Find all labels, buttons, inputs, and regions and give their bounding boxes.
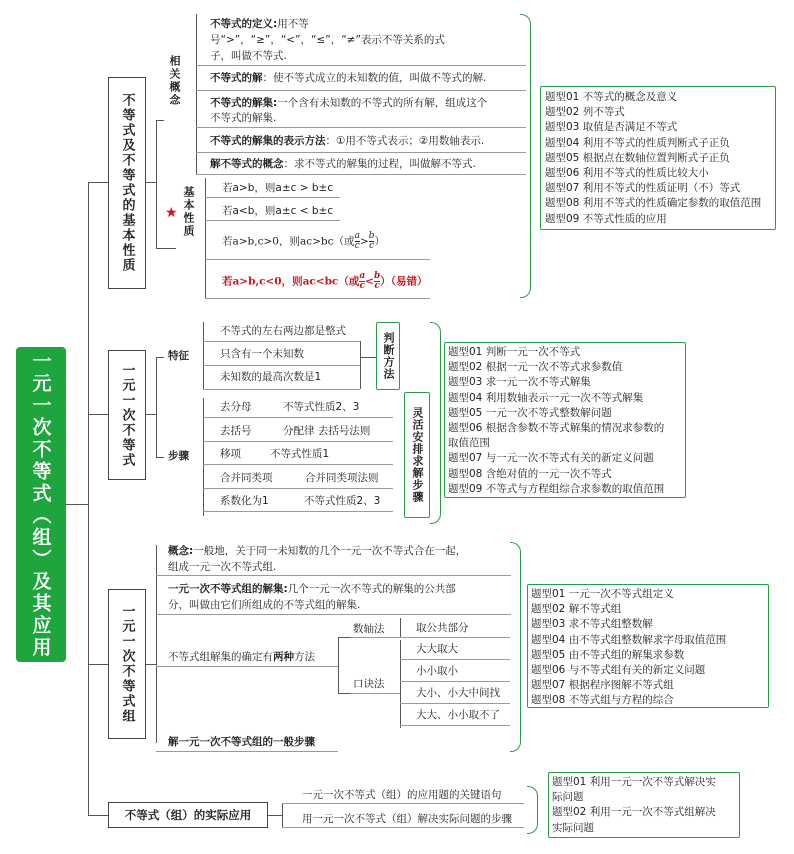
step-basis: 合并同类项法则 <box>305 471 379 484</box>
numline-rule-underline <box>400 637 510 638</box>
c2-underline <box>196 90 526 91</box>
branch2-types-list <box>448 345 664 497</box>
branch4-brace <box>527 786 538 834</box>
branch1-types-box <box>540 86 776 230</box>
b4-item-1: 一元一次不等式（组）的应用题的关键语句 <box>302 789 502 801</box>
p2-underline <box>205 220 340 221</box>
branch4-box <box>108 802 268 828</box>
c3-title: 不等式的解集: <box>210 97 278 109</box>
feature-bracket <box>203 322 204 390</box>
numline-rule: 取公共部分 <box>416 622 469 634</box>
p3-op: > <box>359 235 369 248</box>
p4-underline <box>205 298 430 299</box>
c4-line <box>210 134 484 148</box>
p4-den2: c <box>374 281 380 291</box>
b4-item-2: 用一元一次不等式（组）解决实际问题的步骤 <box>302 813 512 825</box>
branch1-title: 不等式及不等式的基本性质 <box>119 93 135 273</box>
p3-underline <box>205 259 430 260</box>
branch3-types-list <box>531 587 726 709</box>
b3-sol-title: 一元一次不等式组的解集: <box>168 583 288 595</box>
f1-underline <box>203 341 360 342</box>
feature-1: 不等式的左右两边都是整式 <box>220 325 346 337</box>
c5-text: ：求不等式的解集的过程，叫做解不等式. <box>283 158 476 170</box>
type-item: 题型03 求一元一次不等式解集 <box>448 376 591 389</box>
main-spine <box>88 182 89 815</box>
spine-to-b4 <box>88 815 108 816</box>
properties-bracket <box>205 178 206 298</box>
b1-out <box>146 182 156 183</box>
verbal-rule-underline <box>400 725 510 726</box>
b3-method-b: 两种 <box>273 651 294 663</box>
b3-concept-line1 <box>168 544 466 558</box>
b3-method-c: 方法 <box>294 651 315 663</box>
spine-to-b2 <box>88 414 108 415</box>
step-name: 系数化为1 <box>220 495 269 507</box>
b3-method-underline <box>156 666 338 667</box>
step-basis: 不等式性质1 <box>270 448 330 460</box>
c3-text1: 一个含有未知数的不等式的所有解，组成这个 <box>277 97 488 109</box>
branch2-brace <box>430 322 441 524</box>
type-item: 题型05 根据点在数轴位置判断式子正负 <box>545 151 730 164</box>
c4-underline <box>196 152 526 153</box>
p4-num2: b <box>373 271 381 281</box>
c1-underline <box>196 65 526 66</box>
b3-method-text <box>168 650 315 664</box>
verbal-rule-underline <box>400 703 510 704</box>
c1-line1 <box>210 17 309 31</box>
b4-bracket <box>282 803 283 827</box>
verbal-rule: 小小取小 <box>416 665 458 677</box>
branch4-types-box <box>548 772 740 838</box>
c1-line2: 号“>”，“≥”，“<”，“≤”，“≠”表示不等关系的式 <box>210 34 445 46</box>
type-item: 题型02 解不等式组 <box>531 603 622 616</box>
p3-den1: c <box>354 241 360 251</box>
method-to-verbal <box>338 693 350 694</box>
type-item: 题型04 利用不等式的性质判断式子正负 <box>545 136 730 149</box>
method-bracket <box>338 637 339 693</box>
step-underline <box>203 441 393 442</box>
step-name: 去括号 <box>220 424 252 437</box>
type-item: 题型06 与不等式组有关的新定义问题 <box>531 664 706 677</box>
branch3-brace <box>510 542 521 752</box>
verbal-rule: 大小、小大中间找 <box>416 687 500 699</box>
b3-sol-line2: 分，叫做由它们所组成的不等式组的解集. <box>168 599 361 611</box>
p1-underline <box>205 197 340 198</box>
type-item: 题型02 利用一元一次不等式组解决 <box>552 806 716 819</box>
b3-concept-line2: 组成一元一次不等式组. <box>168 561 277 573</box>
branch4-title: 不等式（组）的实际应用 <box>124 808 252 822</box>
p4-num1: a <box>359 271 366 281</box>
type-item: 题型06 根据含参数不等式解集的情况求参数的 <box>448 422 665 435</box>
c5-title: 解不等式的概念 <box>210 158 284 170</box>
flex-label: 灵活安排求解步骤 <box>411 407 424 503</box>
type-item: 题型02 列不等式 <box>545 106 625 119</box>
type-item: 题型02 根据一元一次不等式求参数值 <box>448 361 623 374</box>
b3-concept-text1: 一般地，关于同一未知数的几个一元一次不等式合在一起， <box>193 545 467 557</box>
properties-label: 基本性质 <box>182 186 195 238</box>
verbal-underline <box>350 693 400 694</box>
b3-sol-line1 <box>168 582 456 596</box>
type-item: 题型07 与一元一次不等式有关的新定义问题 <box>448 452 654 465</box>
judge-box <box>376 322 400 390</box>
b1-to-concepts <box>156 120 164 121</box>
steps-label: 步骤 <box>168 450 189 462</box>
verbal-rule-underline <box>400 659 510 660</box>
type-item: 题型08 不等式组与方程的综合 <box>531 694 674 707</box>
b2-to-feature <box>156 357 164 358</box>
type-item: 题型01 判断一元一次不等式 <box>448 346 581 358</box>
b4-item1-underline <box>282 803 524 804</box>
c3-underline <box>196 127 526 128</box>
b3-steps-title: 解一元一次不等式组的一般步骤 <box>168 736 315 748</box>
type-item: 题型05 由不等式组的解集求参数 <box>531 648 685 661</box>
steps-bracket <box>203 398 204 516</box>
spine-to-b1 <box>88 182 108 183</box>
feature-2: 只含有一个未知数 <box>220 348 304 360</box>
root-title: 一元一次不等式（组）及其应用 <box>29 350 52 659</box>
property-4 <box>222 272 428 291</box>
type-item: 题型07 利用不等式的性质证明（不）等式 <box>545 182 741 195</box>
type-item: 题型01 利用一元一次不等式解决实 <box>552 776 716 788</box>
type-item: 题型07 根据程序图解不等式组 <box>531 679 674 692</box>
p3-text-b: ） <box>374 235 385 248</box>
verbal-rule-underline <box>400 681 510 682</box>
branch2-title: 一元一次不等式 <box>119 362 135 468</box>
feature-right-bracket <box>360 341 361 389</box>
star-icon: ★ <box>165 205 178 221</box>
step-underline <box>203 488 393 489</box>
c5-line <box>210 157 476 171</box>
p4-den1: c <box>359 281 365 291</box>
type-item: 题型04 利用数轴表示一元一次不等式解集 <box>448 391 644 404</box>
b3-sol-underline <box>156 614 511 615</box>
b1-split <box>156 120 157 248</box>
step-underline <box>203 464 393 465</box>
b3-concept-title: 概念: <box>168 545 194 557</box>
property-2: 若a<b，则a±c < b±c <box>222 205 334 217</box>
concepts-bracket <box>196 14 197 174</box>
p3-text-a: 若a>b,c>0，则ac>bc（或 <box>222 235 355 248</box>
type-item: 际问题 <box>552 791 584 804</box>
p3-num2: b <box>368 231 375 241</box>
type-item: 题型09 不等式性质的应用 <box>545 212 667 225</box>
step-underline <box>203 417 393 418</box>
step-underline <box>203 511 393 512</box>
concepts-label: 相关概念 <box>168 55 181 107</box>
b3-concept-underline <box>156 575 511 576</box>
type-item: 题型01 不等式的概念及意义 <box>545 91 678 103</box>
branch3-types-box <box>527 584 769 708</box>
branch1-brace <box>520 14 531 298</box>
verbal-bracket <box>400 640 401 728</box>
c3-line2: 不等式的解集. <box>210 112 277 124</box>
p4-text-a: 若a>b,c<0，则ac<bc（或 <box>222 275 360 288</box>
p3-num1: a <box>354 231 360 241</box>
c3-line1 <box>210 96 487 110</box>
type-item: 题型08 含绝对值的一元一次不等式 <box>448 467 612 480</box>
branch2-types-box <box>444 342 686 498</box>
step-name: 去分母 <box>220 401 252 413</box>
flex-box <box>404 392 430 518</box>
c2-line <box>210 71 486 85</box>
step-basis: 不等式性质2、3 <box>304 495 381 507</box>
c1-line3: 子，叫做不等式. <box>210 50 287 62</box>
b3-out <box>146 664 156 665</box>
c4-text: ：①用不等式表示；②用数轴表示. <box>325 135 485 147</box>
b3-steps-underline <box>156 751 338 752</box>
b1-to-properties <box>156 248 176 249</box>
c2-title: 不等式的解 <box>210 72 263 84</box>
branch2-box <box>108 350 146 480</box>
c2-text: ：使不等式成立的未知数的值，叫做不等式的解. <box>262 72 487 84</box>
b4-out <box>268 815 282 816</box>
p4-text-b: ）（易错） <box>380 275 428 288</box>
feature-label: 特征 <box>168 350 189 362</box>
b4-item2-underline <box>282 827 524 828</box>
p3-den2: c <box>369 241 375 251</box>
verbal-label: 口诀法 <box>353 678 385 690</box>
branch3-title: 一元一次不等式组 <box>119 604 135 724</box>
branch3-box <box>108 589 146 739</box>
b2-to-steps <box>156 457 164 458</box>
property-1: 若a>b，则a±c > b±c <box>222 182 334 194</box>
numline-label: 数轴法 <box>353 623 385 635</box>
b3-sol-text1: 几个一元一次不等式的解集的公共部 <box>287 583 456 595</box>
feature-to-judge <box>360 357 376 358</box>
type-item: 题型05 一元一次不等式整数解问题 <box>448 406 612 419</box>
numline-underline <box>350 637 400 638</box>
root-node <box>16 347 66 662</box>
root-connector <box>66 504 88 505</box>
step-basis: 分配律 去括号法则 <box>283 424 371 437</box>
f3-underline <box>203 389 360 390</box>
spine-to-b3 <box>88 664 108 665</box>
type-item: 题型01 一元一次不等式组定义 <box>531 588 674 600</box>
branch4-types-list <box>552 775 716 836</box>
branch1-types-list <box>545 90 761 227</box>
branch1-box <box>108 77 146 289</box>
judge-label: 判断方法 <box>382 332 395 380</box>
type-item: 题型03 求不等式组整数解 <box>531 618 653 631</box>
b2-split <box>156 357 157 457</box>
step-basis: 不等式性质2、3 <box>283 401 360 413</box>
f2-underline <box>203 365 360 366</box>
step-name: 移项 <box>220 448 241 460</box>
p4-op: < <box>365 275 374 288</box>
type-item: 题型08 利用不等式的性质确定参数的取值范围 <box>545 197 762 210</box>
type-item: 题型06 利用不等式的性质比较大小 <box>545 167 709 180</box>
verbal-rule: 大大取大 <box>416 643 458 655</box>
type-item: 题型04 由不等式组整数解求字母取值范围 <box>531 633 727 646</box>
b2-out <box>146 414 156 415</box>
numline-bracket <box>400 618 401 638</box>
c5-underline <box>196 174 526 175</box>
c1-text1: 用不等 <box>277 18 309 30</box>
step-name: 合并同类项 <box>220 471 273 484</box>
c1-title: 不等式的定义: <box>210 18 278 30</box>
type-item: 实际问题 <box>552 821 594 834</box>
property-3 <box>222 232 385 251</box>
feature-3: 未知数的最高次数是1 <box>220 371 322 383</box>
verbal-rule: 大大、小小取不了 <box>416 709 500 721</box>
type-item: 题型03 取值是否满足不等式 <box>545 121 678 134</box>
type-item: 题型09 不等式与方程组综合求参数的取值范围 <box>448 482 665 495</box>
method-to-numline <box>338 637 350 638</box>
c4-title: 不等式的解集的表示方法 <box>210 135 326 147</box>
b3-method-a: 不等式组解集的确定有 <box>168 651 273 663</box>
type-item: 取值范围 <box>448 437 490 450</box>
